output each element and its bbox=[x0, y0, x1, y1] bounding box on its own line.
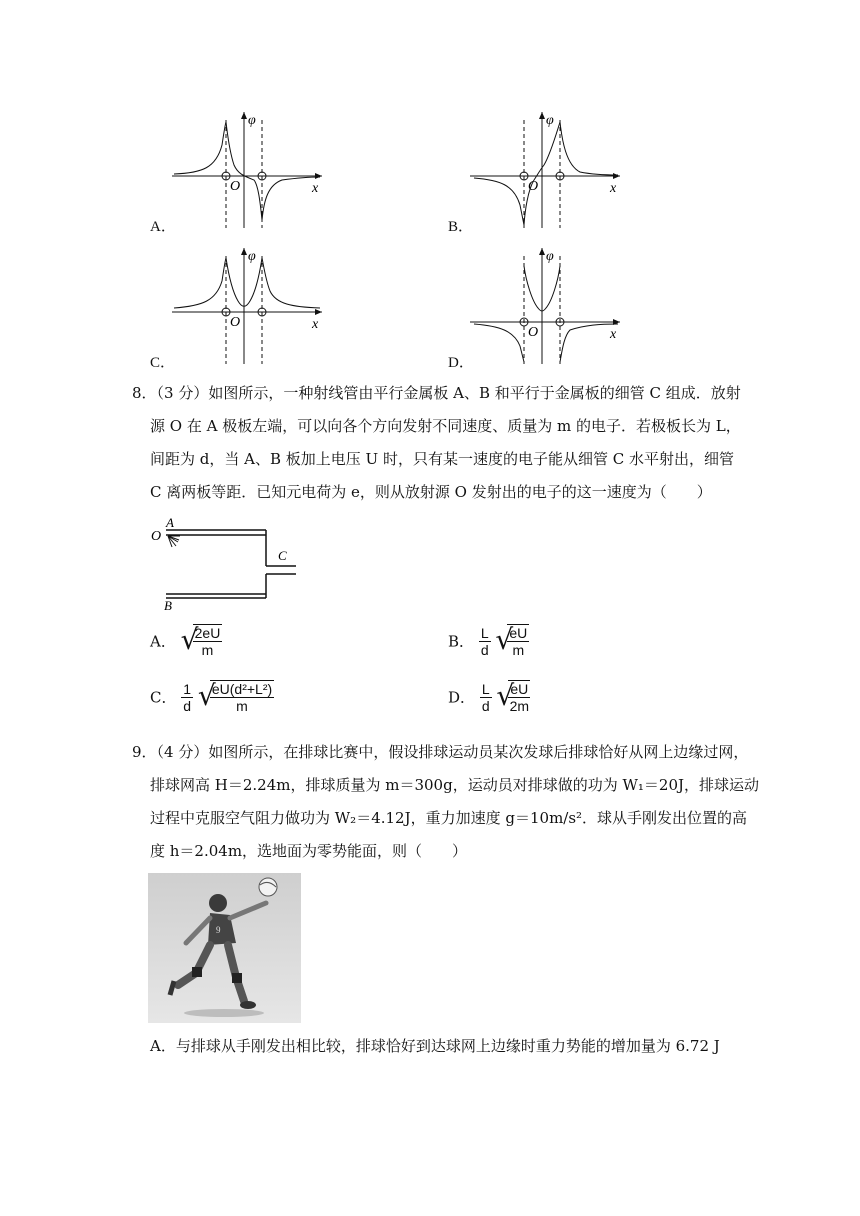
q8-line-3: 间距为 d，当 A、B 板加上电压 U 时，只有某一速度的电子能从细管 C 水平射出，细管 bbox=[150, 450, 734, 468]
graph-c bbox=[172, 246, 332, 366]
q9-line-2: 排球网高 H＝2.24m，排球质量为 m＝300g，运动员对排球做的功为 W₁＝20J，排球运动 bbox=[150, 776, 759, 794]
plate-b-label: B bbox=[164, 598, 172, 613]
phi-label: φ bbox=[248, 113, 256, 128]
svg-text:φ: φ bbox=[248, 249, 256, 264]
svg-text:φ: φ bbox=[546, 249, 554, 264]
x-label: x bbox=[312, 181, 319, 196]
svg-text:x: x bbox=[312, 317, 319, 332]
q9-line-3: 过程中克服空气阻力做功为 W₂＝4.12J，重力加速度 g＝10m/s²．球从手刚发出位置的高 bbox=[150, 809, 748, 827]
svg-text:O: O bbox=[528, 179, 539, 194]
svg-text:x: x bbox=[610, 327, 617, 342]
option-d-label: D． bbox=[448, 355, 474, 371]
ray-tube-figure bbox=[148, 514, 308, 614]
svg-text:O: O bbox=[528, 325, 539, 340]
q9-line-1: 9．（4 分）如图所示，在排球比赛中，假设排球运动员某次发球后排球恰好从网上边缘过网， bbox=[132, 743, 749, 761]
q8-option-a[interactable]: A． √ $\frac{2eU}{m}$ bbox=[150, 623, 221, 658]
graph-b bbox=[470, 110, 630, 230]
q8-option-d[interactable]: D． $\frac{L}{d}$ √ $\frac{eU}{2m}$ bbox=[448, 679, 530, 714]
graph-d bbox=[470, 246, 630, 366]
option-c-label: C． bbox=[150, 355, 176, 371]
option-b-label: B． bbox=[448, 219, 474, 235]
svg-text:O: O bbox=[230, 315, 241, 330]
svg-text:φ: φ bbox=[546, 113, 554, 128]
q9-option-a[interactable]: A．与排球从手刚发出相比较，排球恰好到达球网上边缘时重力势能的增加量为 6.72 J bbox=[150, 1037, 720, 1055]
q8-line-4: C 离两板等距．已知元电荷为 e，则从放射源 O 发射出的电子的这一速度为（ ） bbox=[150, 483, 712, 501]
tube-c-label: C bbox=[278, 548, 287, 563]
q8-option-b[interactable]: B． $\frac{L}{d}$ √ $\frac{eU}{m}$ bbox=[448, 623, 528, 658]
plate-a-label: A bbox=[166, 515, 174, 530]
volleyball-player-photo bbox=[148, 873, 301, 1023]
q8-option-c[interactable]: C． $\frac{1}{d}$ √ $\frac{\text{eU(d²+L²)}}{m}$ bbox=[150, 679, 273, 714]
origin-label: O bbox=[230, 179, 241, 194]
q8-line-1: 8．（3 分）如图所示，一种射线管由平行金属板 A、B 和平行于金属板的细管 C 组成．放射 bbox=[132, 384, 741, 402]
svg-text:9: 9 bbox=[216, 925, 221, 935]
option-a-label: A． bbox=[150, 219, 176, 235]
graph-a bbox=[172, 110, 332, 230]
q9-line-4: 度 h＝2.04m，选地面为零势能面，则（ ） bbox=[150, 842, 468, 860]
source-o-label: O bbox=[151, 529, 162, 544]
svg-text:x: x bbox=[610, 181, 617, 196]
q8-line-2: 源 O 在 A 极板左端，可以向各个方向发射不同速度、质量为 m 的电子．若极板长为 L， bbox=[150, 417, 741, 435]
